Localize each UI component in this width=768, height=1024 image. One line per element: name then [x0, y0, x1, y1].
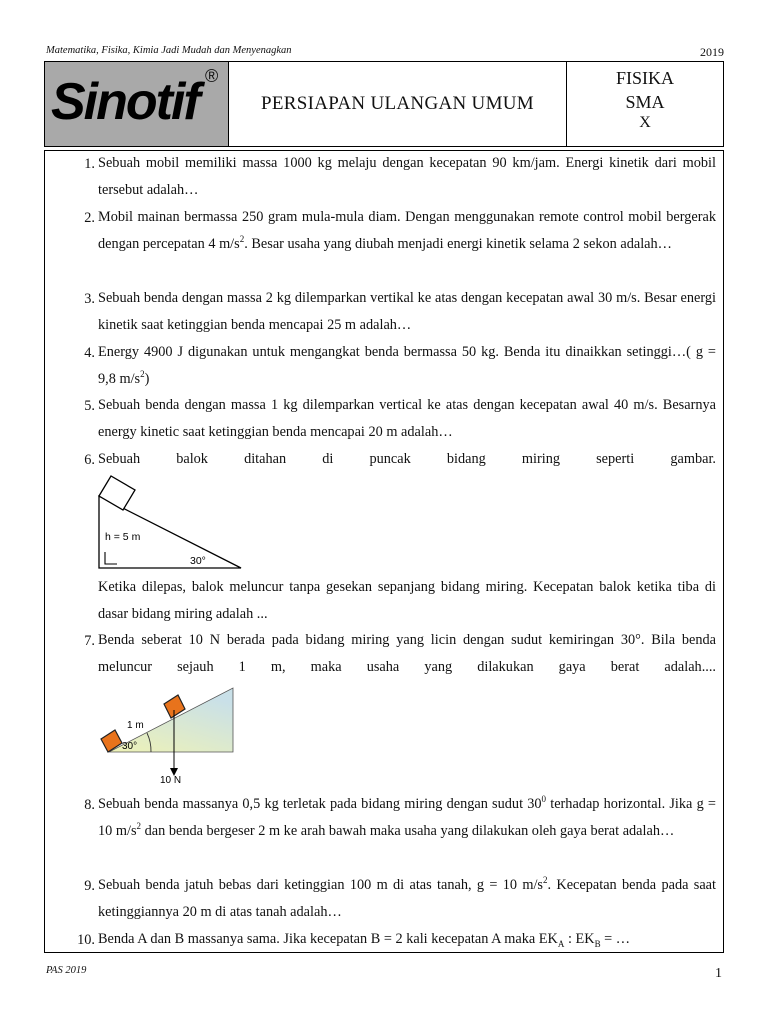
logo: [45, 62, 229, 146]
question-number: 1.: [84, 156, 95, 172]
question-text: Sebuah benda dengan massa 1 kg dilemparkan vertical ke atas dengan kecepatan awal 40 m/s. Besarnya energy kinetic saat ketinggian benda mencapai 20 m adalah…: [98, 397, 716, 440]
header-table: [44, 61, 724, 147]
exam-title: PERSIAPAN ULANGAN UMUM: [229, 62, 567, 146]
question-text: Sebuah mobil memiliki massa 1000 kg melaju dengan kecepatan 90 km/jam. Energi kinetik dari mobil tersebut adalah…: [98, 155, 716, 198]
question-text: Sebuah benda jatuh bebas dari ketinggian 100 m di atas tanah, g = 10 $m/s^2$. Kecepatan benda pada saat ketinggiannya 20 m di atas tanah adalah…: [98, 875, 716, 920]
registered-icon: ®: [205, 66, 219, 86]
subject: FISIKA: [615, 68, 674, 88]
question-number: 7.: [84, 633, 95, 649]
question-box: [44, 150, 724, 953]
question-number: 4.: [84, 345, 95, 361]
distance-label: 1 m: [127, 720, 144, 731]
top-line: [46, 45, 724, 61]
year: 2019: [700, 45, 724, 59]
question-text: Sebuah balok ditahan di puncak bidang miring seperti gambar.: [98, 451, 716, 467]
question-number: 6.: [84, 452, 95, 468]
tagline: Matematika, Fisika, Kimia Jadi Mudah dan Menyenagkan: [46, 45, 292, 56]
figure-incline-6: [97, 474, 297, 572]
question-text: Sebuah benda massanya 0,5 kg terletak pada bidang miring dengan sudut $30^0$ terhadap horizontal. Jika g = 10 $m/s^2$ dan benda bergeser 2 m ke arah bawah maka usaha yang dilakukan oleh gaya berat adalah…: [98, 794, 716, 839]
level: SMA: [625, 92, 665, 112]
question-text: Benda seberat 10 N berada pada bidang miring yang licin dengan sudut kemiringan 30°. Bila benda meluncur sejauh 1 m, maka usaha yang dilakukan gaya berat adalah....: [98, 632, 716, 675]
footer-label: PAS 2019: [46, 965, 87, 976]
angle-label: 30°: [122, 741, 138, 752]
question-text: Mobil mainan bermassa 250 gram mula-mula diam. Dengan menggunakan remote control mobil bergerak dengan percepatan 4 $m/s^2$. Besar usaha yang diubah menjadi energi kinetik selama 2 sekon adalah…: [98, 209, 716, 252]
question-text: Ketika dilepas, balok meluncur tanpa gesekan sepanjang bidang miring. Kecepatan balok ketika tiba di dasar bidang miring adalah ...: [98, 579, 716, 622]
logo-text: Sinotif: [51, 73, 199, 131]
question-number: 9.: [84, 878, 95, 894]
question-number: 10.: [77, 932, 95, 948]
angle-label: 30°: [190, 555, 206, 567]
force-label: 10 N: [160, 775, 182, 784]
block: [99, 476, 135, 510]
page-number: 1: [715, 966, 722, 981]
subject-cell: [567, 62, 723, 146]
question-number: 8.: [84, 797, 95, 813]
question-number: 2.: [84, 210, 95, 226]
question-number: 5.: [84, 398, 95, 414]
figure-incline-7: [97, 686, 247, 784]
right-angle-mark: [105, 552, 117, 564]
class: X: [639, 114, 651, 131]
height-label: h = 5 m: [105, 531, 141, 543]
question-text: Benda A dan B massanya sama. Jika kecepatan B = 2 kali kecepatan A maka $EK_A$ : $EK_B$ = …: [98, 931, 631, 949]
question-text: Energy 4900 J digunakan untuk mengangkat benda bermassa 50 kg. Benda itu dinaikkan setinggi…( g = 9,8 $m/s^2$): [98, 344, 716, 387]
question-text: Sebuah benda dengan massa 2 kg dilemparkan vertikal ke atas dengan kecepatan awal 30 m/s. Besar energi kinetik saat ketinggian benda mencapai 25 m adalah…: [98, 290, 716, 333]
question-number: 3.: [84, 291, 95, 307]
